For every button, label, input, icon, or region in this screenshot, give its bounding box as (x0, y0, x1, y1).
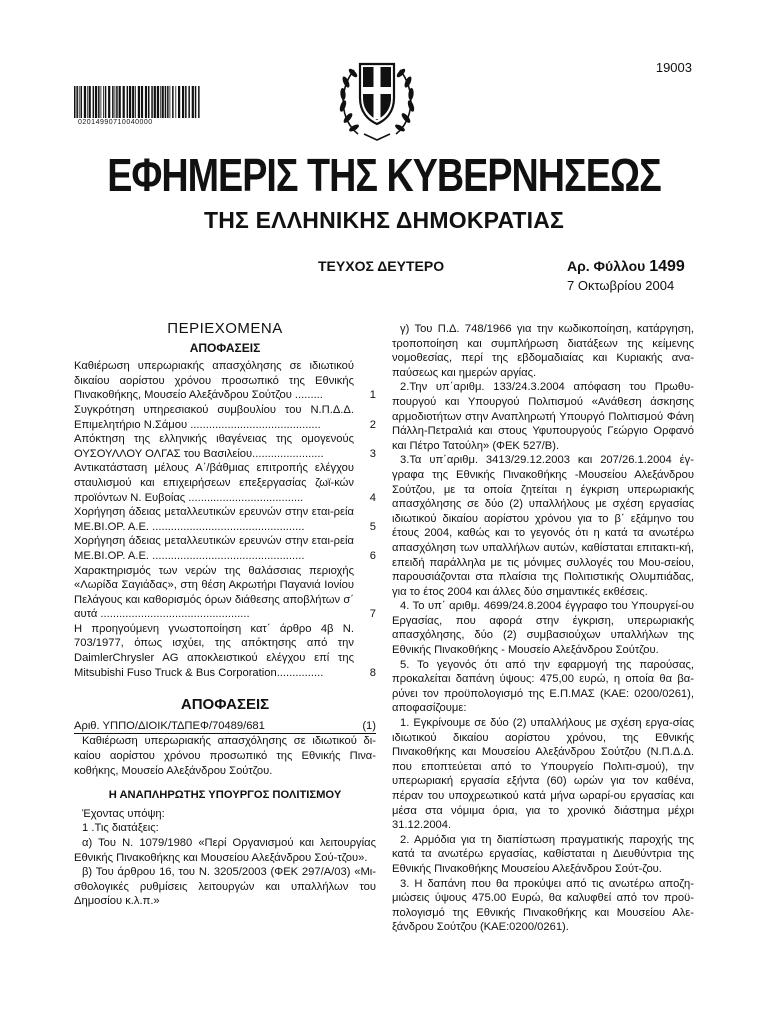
sheet-number-label: Αρ. Φύλλου (567, 258, 646, 274)
masthead-subtitle: ΤΗΣ ΕΛΛΗΝΙΚΗΣ ΔΗΜΟΚΡΑΤΙΑΣ (203, 207, 565, 233)
toc-item-page: 5 (369, 520, 376, 533)
toc-item (74, 461, 376, 505)
paragraph: 3.Τα υπ΄αριθμ. 3413/29.12.2003 και 207/26.1.2004 έγ-γραφα της Εθνικής Πινακοθήκης -Μουσείου Αλεξάνδρου Σούτζου, με τα οποία ζητείται η έγκριση υπερωριακής απασχόλησης σε δύο (2) υπαλλήλους με σχέση εργασίας ιδιωτικού δικαίου αορίστου χρόνου για το β΄ εξάμηνο του έτους 2004, καθώς και το γεγονός ότι η κατά τα ανωτέρω απασχόληση των υπαλλήλων αυτών, καθίσταται επιτακτι-κή, επειδή παράλληλα με τις μόνιμες συλλογές του Μου-σείου, παρουσιάζονται στα πλαίσια της Πολιτιστικής Ολυμπιάδας, για το έτος 2004 και άλλες δύο σημαντικές εκθέσεις. (392, 454, 694, 598)
toc-item (74, 403, 376, 432)
toc-item-text: Χορήγηση άδειας μεταλλευτικών ερευνών στην εται-ρεία ΜΕ.ΒΙ.ΟΡ. Α.Ε. ................................................. (74, 535, 354, 562)
paragraph: β) Του άρθρου 16, του Ν. 3205/2003 (ΦΕΚ 297/Α/03) «Μι-σθολογικές ρυθμίσεις λειτουργών και υπαλλήλων του Δημοσίου κ.λ.π.» (74, 866, 376, 908)
toc-item-page: 2 (369, 418, 376, 431)
toc-item-text: Η προηγούμενη γνωστοποίηση κατ΄ άρθρο 4β Ν. 703/1977, όπως ισχύει, της απόκτησης από την DaimlerChrysler AG αποκλειστικού ελέγχου επί της Mitsubishi Fuso Truck & Bus Corporation............... (74, 622, 354, 679)
toc-item (74, 564, 376, 622)
paragraph: 5. Το γεγονός ότι από την εφαρμογή της παρούσας, προκαλείται δαπάνη ύψους: 475,00 ευρώ, η οποία θα βα-ρύνει τον προϋπολογισμό της Ε.Π.ΜΑΣ (ΚΑΕ: 0200/0261), αποφασίζουμε: (392, 658, 694, 715)
paragraph: 3. Η δαπάνη που θα προκύψει από τις ανωτέρω αποζη-μιώσεις ύψους 475.00 Ευρώ, θα καλυφθεί από τον προϋ-πολογισμό της Εθνικής Πινακοθήκης και Μουσείου Αλε-ξάνδρου Σούτζου (ΚΑΕ:0200/0261). (392, 877, 694, 934)
left-column (74, 322, 376, 909)
toc-item (74, 534, 376, 563)
toc-item-page: 8 (369, 666, 376, 679)
toc-item-text: Απόκτηση της ελληνικής ιθαγένειας της ομογενούς ΟΥΣΟΥΛΛΟΥ ΟΛΓΑΣ του Βασιλείου....................... (74, 433, 354, 460)
toc-item-text: Αντικατάσταση μέλους Α΄/βάθμιας επιτροπής ελέγχου σταυλισμού και επιχειρήσεων επεξεργασίας ζωϊ-κών προϊόντων Ν. Ευβοίας ..................................... (74, 462, 354, 504)
barcode-number: 02014990710040000 (78, 119, 153, 126)
toc-item-text: Καθιέρωση υπερωριακής απασχόλησης σε ιδιωτικού δικαίου αορίστου χρόνου προσωπικό της Εθνικής Πινακοθήκης, Μουσείο Αλεξάνδρου Σούτζου ......... (74, 360, 354, 402)
paragraph: 1 .Τις διατάξεις: (82, 822, 159, 835)
toc-title: ΠΕΡΙΕΧΟΜΕΝΑ (167, 320, 283, 337)
toc-item (74, 505, 376, 534)
decision-summary: Καθιέρωση υπερωριακής απασχόλησης σε ιδιωτικού δι-καίου αορίστου χρόνου προσωπικό της Εθνικής Πινα-κοθήκης, Μουσείο Αλεξάνδρου Σούτζου. (74, 735, 376, 777)
toc-item-text: Συγκρότηση υπηρεσιακού συμβουλίου του Ν.Π.Δ.Δ. Επιμελητήριο Ν.Σάμου .......................................... (74, 403, 354, 431)
decision-reference (74, 719, 376, 735)
sheet-number-value: 1499 (649, 258, 685, 275)
paragraph: 2.Την υπ΄αριθμ. 133/24.3.2004 απόφαση του Πρωθυ-πουργού και Υπουργού Πολιτισμού «Ανάθεση άσκησης αρμοδιοτήτων στην Αναπληρωτή Υπουργό Πολιτισμού Φάνη Πάλλη-Πετραλιά και στους Υφυπουργούς Γεώργιο Ορφανό και Πέτρο Τατούλη» (ΦΕΚ 527/Β). (392, 381, 694, 452)
issue-date: 7 Οκτωβρίου 2004 (567, 278, 675, 293)
decision-body-left (74, 807, 376, 909)
decision-reference-index: (1) (362, 719, 376, 732)
issue-type: ΤΕΥΧΟΣ ΔΕΥΤΕΡΟ (318, 258, 445, 274)
paragraph: 2. Αρμόδια για τη διαπίστωση πραγματικής παροχής της κατά τα ανωτέρω εργασίας, καθίσταται η Διευθύντρια της Εθνικής Πινακοθήκης Μουσείου Αλεξάνδρου Σούτ-ζου. (392, 833, 694, 875)
decision-body-right (392, 322, 694, 935)
toc-section-heading: ΑΠΟΦΑΣΕΙΣ (189, 340, 261, 355)
masthead-title: ΕΦΗΜΕΡΙΣ ΤΗΣ ΚΥΒΕΡΝΗΣΕΩΣ (107, 149, 661, 201)
sheet-number (567, 258, 685, 276)
toc-item-page: 1 (369, 389, 376, 402)
page-number: 19003 (655, 60, 692, 75)
toc-item-text: Χαρακτηρισμός των νερών της θαλάσσιας περιοχής «Λωρίδα Σαγιάδας», στη θέση Ακρωτήρι Παγανιά Ιονίου Πελάγους και καθορισμός όρων διάθεσης αποβλήτων σ΄ αυτά ................................................ (74, 564, 354, 621)
toc-item-page: 7 (369, 608, 376, 621)
paragraph: Έχοντας υπόψη: (82, 807, 165, 820)
toc-item (74, 432, 376, 461)
paragraph: γ) Του Π.Δ. 748/1966 για την κωδικοποίηση, κατάργηση, τροποποίηση και συμπλήρωση διατάξεων της κείμενης νομοθεσίας, περί της εβδομαδιαίας και Κυριακής ανα-παύσεως και ημερών αργίας. (392, 323, 694, 379)
toc-list (74, 359, 376, 680)
right-column (392, 322, 694, 935)
toc-item-page: 6 (369, 549, 376, 562)
minister-heading: Η ΑΝΑΠΛΗΡΩΤΗΣ ΥΠΟΥΡΓΟΣ ΠΟΛΙΤΙΣΜΟΥ (108, 789, 342, 802)
paragraph: 1. Εγκρίνουμε σε δύο (2) υπαλλήλους με σχέση εργα-σίας ιδιωτικού δικαίου αορίστου χρόνου, της Εθνικής Πινακοθήκης και Μουσείου Αλεξάνδρου Σούτζου (Ν.Π.Δ.Δ. που εποπτεύεται από το Υπουργείο Πολιτι-σμού), την υπερωριακή εργασία εξήντα (60) ωρών για τον καθένα, πέραν του υποχρεωτικού κατά μήνα ωραρί-ου εργασίας και μέσα στα νόμιμα όρια, για το χρονικό διάστημα μέχρι 31.12.2004. (392, 717, 694, 832)
toc-item (74, 359, 376, 403)
toc-item-text: Χορήγηση άδειας μεταλλευτικών ερευνών στην εται-ρεία ΜΕ.ΒΙ.ΟΡ. Α.Ε. ................................................. (74, 506, 354, 533)
toc-item (74, 622, 376, 680)
paragraph: 4. Το υπ΄ αριθμ. 4699/24.8.2004 έγγραφο του Υπουργεί-ου Εργασίας, που αφορά στην έγκριση, υπερωριακής απασχόλησης, δύο (2) συμβασιούχων υπαλλήλων της Εθνικής Πινακοθήκης - Μουσείο Αλεξάνδρου Σούτζου. (392, 600, 694, 657)
decision-reference-number: Αριθ. ΥΠΠΟ/ΔΙΟΙΚ/ΤΔΠΕΦ/70489/681 (74, 719, 265, 732)
toc-item-page: 3 (369, 447, 376, 460)
decisions-heading: ΑΠΟΦΑΣΕΙΣ (180, 696, 270, 714)
greek-coat-of-arms-emblem (334, 54, 420, 144)
barcode (74, 86, 200, 118)
paragraph: α) Του Ν. 1079/1980 «Περί Οργανισμού και λειτουργίας Εθνικής Πινακοθήκης και Μουσείου Αλεξάνδρου Σού-τζου». (74, 837, 376, 864)
toc-item-page: 4 (369, 491, 376, 504)
